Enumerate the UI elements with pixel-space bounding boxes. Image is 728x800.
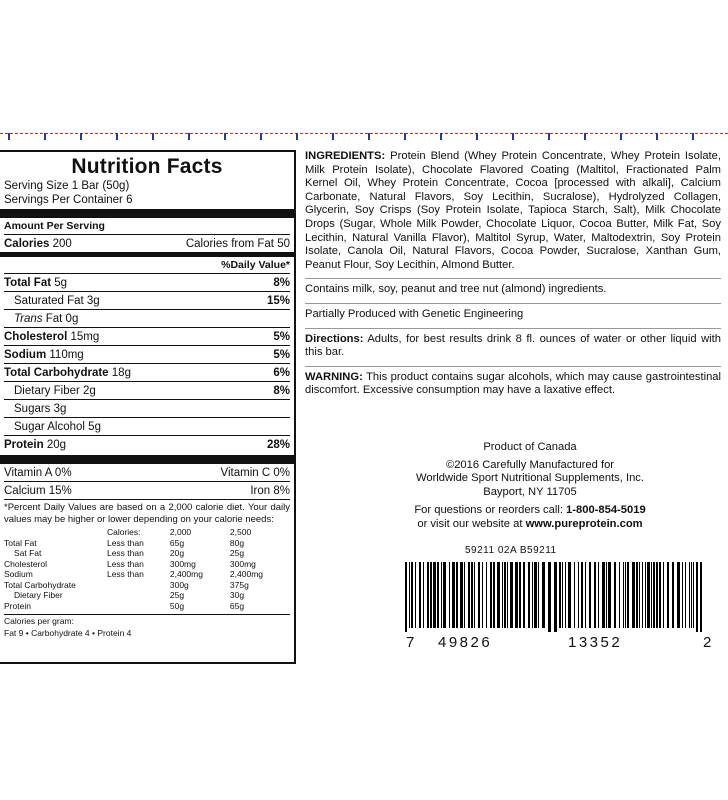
- perforation-tick: [152, 133, 154, 140]
- reference-row: [4, 548, 290, 559]
- barcode-bar: [663, 562, 664, 628]
- barcode-bar: [456, 562, 458, 628]
- barcode-bar: [468, 562, 470, 628]
- perforation-tick: [476, 133, 478, 140]
- reference-cell: [107, 590, 170, 601]
- perforation-tick: [548, 133, 550, 140]
- reference-cell: 300g: [169, 579, 189, 590]
- questions-line: [380, 504, 680, 518]
- barcode-bar: [502, 562, 503, 628]
- nutrient-label: Dietary Fiber 2g: [14, 385, 96, 397]
- reference-cell: 2,400mg: [229, 569, 264, 579]
- barcode-bar: [411, 562, 413, 628]
- reference-cell: 25g: [169, 590, 185, 600]
- barcode-group-2: 13352: [568, 634, 623, 651]
- nutrient-row: [4, 417, 290, 435]
- nutrient-label: Sodium 110mg: [4, 349, 84, 361]
- barcode-bar: [437, 562, 439, 628]
- dv-footnote: *Percent Daily Values are based on a 2,000 calorie diet. Your daily values may be higher or lower depending on your calorie needs:: [4, 499, 290, 526]
- vitamin-a: Vitamin A 0%: [4, 467, 72, 479]
- barcode-bar: [542, 562, 545, 628]
- barcode-bar: [441, 562, 442, 628]
- barcode-bar: [449, 562, 450, 628]
- manufacturer-line-3: Bayport, NY 11705: [483, 486, 577, 498]
- barcode-bar: [585, 562, 586, 628]
- reference-cell: Protein: [4, 600, 31, 611]
- barcode-bar: [493, 562, 495, 628]
- reference-row: [4, 590, 290, 601]
- amount-per-serving: Amount Per Serving: [4, 220, 105, 232]
- website-link: www.pureprotein.com: [525, 518, 643, 530]
- barcode-bar: [415, 562, 416, 628]
- nutrient-label: Total Carbohydrate 18g: [4, 367, 131, 379]
- reference-cell: 300mg: [169, 558, 196, 569]
- website-prefix: or visit our website at: [417, 518, 526, 530]
- questions-prefix: For questions or reorders call:: [414, 504, 567, 516]
- barcode-bar: [598, 562, 599, 628]
- barcode-bar: [482, 562, 483, 628]
- barcode-bar: [559, 562, 561, 628]
- nutrient-dv: 8%: [273, 277, 290, 289]
- warning-text: This product contains sugar alcohols, which may cause gastrointestinal discomfort. Excessive consumption may have a laxative effect.: [305, 370, 721, 397]
- barcode-bar: [562, 562, 563, 628]
- nutrient-label: Sugars 3g: [14, 403, 67, 415]
- product-codes: 59211 02A B59211: [465, 545, 557, 556]
- warning-label: WARNING:: [305, 370, 363, 383]
- nutrient-row: [4, 291, 290, 309]
- barcode-bar: [647, 562, 650, 628]
- reference-cell: Sodium: [4, 569, 33, 579]
- barcode-bar: [430, 562, 432, 628]
- barcode-bar: [653, 562, 655, 628]
- nutrient-dv: 28%: [266, 439, 290, 451]
- barcode-bar: [490, 562, 492, 628]
- barcode-bar: [409, 562, 410, 628]
- serving-size: Serving Size 1 Bar (50g): [4, 180, 130, 192]
- barcode-bar: [532, 562, 533, 628]
- perforation-tick: [116, 133, 118, 140]
- nutrient-label: Sugar Alcohol 5g: [14, 421, 101, 433]
- barcode-bar: [700, 562, 702, 632]
- daily-value-header: %Daily Value*: [221, 259, 290, 271]
- barcode-bar: [639, 562, 640, 628]
- barcode-bar: [548, 562, 551, 632]
- reference-row: [4, 538, 290, 549]
- calories-value: 200: [52, 238, 72, 250]
- barcode-bar: [534, 562, 537, 628]
- reference-cell: 65g: [229, 600, 245, 611]
- barcode-bar: [452, 562, 455, 628]
- barcode-bar: [528, 562, 530, 628]
- ge-statement: Partially Produced with Genetic Engineering: [305, 303, 721, 322]
- reference-cell: 375g: [229, 579, 249, 590]
- perforation-tick: [368, 133, 370, 140]
- thick-divider-2: [0, 455, 294, 464]
- barcode-bar: [619, 562, 620, 628]
- ingredients-text: Protein Blend (Whey Protein Concentrate, Whey Protein Isolate, Milk Protein Isolate), Chocolate Flavored Coating (Maltitol, Fractionated Palm Kernel Oil, Whey Protein Concentrate, Cocoa [processed with alkali], Calcium Carbonate, Natural Flavors, Soy Lecithin, Sucralose), Hydrolyzed Collagen, Glycerin, Soy Crisps (Soy Protein Isolate, Tapioca Starch, Salt), Milk Chocolate Drops (Sugar, Whole Milk Powder, Chocolate Liquor, Cocoa Butter, Milk Fat, Soy Lecithin, Natural Vanilla Flavor), Maltitol Syrup, Water, Maltodextrin, Soy Protein Isolate, Canola Oil, Natural Flavors, Cocoa Powder, Sucralose, Xanthan Gum, Peanut Flour, Soy Lecithin, Almond Butter.: [305, 150, 721, 271]
- reference-row: [4, 569, 290, 580]
- nutrient-label: Trans Fat 0g: [14, 313, 79, 325]
- reference-cell: 50g: [169, 600, 185, 611]
- barcode-bar: [627, 562, 629, 628]
- calories-per-gram: Fat 9 • Carbohydrate 4 • Protein 4: [4, 628, 132, 638]
- nutrient-dv: 15%: [266, 295, 290, 307]
- perforation-tick: [620, 133, 622, 140]
- nutrient-rows: [4, 273, 290, 453]
- nutrient-row: [4, 345, 290, 363]
- reference-cell: Less than: [106, 558, 144, 569]
- manufacturer-line-1: ©2016 Carefully Manufactured for: [445, 459, 615, 471]
- directions-text: Adults, for best results drink 8 fl. ounces of water or other liquid with this bar.: [305, 332, 721, 359]
- calories-row: [4, 234, 290, 252]
- reference-row: [4, 601, 290, 612]
- barcode-bar: [672, 562, 674, 628]
- reference-cell: [4, 527, 107, 538]
- barcode-bar: [659, 562, 661, 628]
- perforation-ticks: [0, 133, 728, 143]
- barcode-bar: [696, 562, 698, 632]
- reference-cell: 300mg: [229, 558, 256, 569]
- nutrition-title: Nutrition Facts: [71, 155, 223, 178]
- barcode-bar: [523, 562, 525, 628]
- nutrient-row: [4, 399, 290, 417]
- perforation-tick: [224, 133, 226, 140]
- barcode-bar: [486, 562, 487, 628]
- perforation-tick: [404, 133, 406, 140]
- reference-cell: 80g: [229, 537, 245, 548]
- barcode-bar: [667, 562, 669, 628]
- perforation-tick: [8, 133, 10, 140]
- perforation-tick: [692, 133, 694, 140]
- barcode-bar: [656, 562, 658, 628]
- nutrient-label: Total Fat 5g: [4, 277, 68, 289]
- barcode-bar: [427, 562, 429, 628]
- barcode-bar: [578, 562, 579, 628]
- barcode-bar: [602, 562, 605, 628]
- barcode-bar: [625, 562, 626, 628]
- barcode-bar: [538, 562, 539, 628]
- website-line: [380, 518, 680, 532]
- reference-cell: 2,400mg: [169, 569, 203, 579]
- barcode-bar: [614, 562, 616, 628]
- reference-cell: Less than: [106, 548, 144, 558]
- barcode-group-1: 49826: [438, 634, 493, 651]
- nutrient-row: [4, 327, 290, 345]
- directions-label: Directions:: [305, 332, 364, 345]
- barcode-bar: [682, 562, 683, 628]
- nutrient-row: [4, 381, 290, 399]
- reference-table: [4, 527, 290, 611]
- nutrient-label: Cholesterol 15mg: [4, 331, 100, 343]
- calories-per-gram-label: Calories per gram:: [4, 614, 290, 627]
- barcode-bar: [515, 562, 518, 628]
- perforation-tick: [296, 133, 298, 140]
- perforation-tick: [584, 133, 586, 140]
- barcode-bar: [565, 562, 566, 628]
- nutrient-dv: 5%: [273, 349, 290, 361]
- barcode-bar: [581, 562, 583, 628]
- reference-cell: 25g: [229, 548, 245, 558]
- ingredients-label: INGREDIENTS:: [305, 150, 386, 162]
- nutrition-facts-panel: [0, 150, 296, 664]
- servings-per-container: Servings Per Container 6: [4, 194, 133, 206]
- barcode-bar: [589, 562, 591, 628]
- manufacturer-line-2: Worldwide Sport Nutritional Supplements, Inc.: [416, 472, 644, 484]
- calories-label: Calories: [4, 238, 50, 250]
- nutrient-row: [4, 309, 290, 327]
- nutrient-dv: 8%: [273, 385, 290, 397]
- ingredients-paragraph: [305, 150, 721, 272]
- perforation-tick: [512, 133, 514, 140]
- allergen-statement: Contains milk, soy, peanut and tree nut (almond) ingredients.: [305, 278, 721, 297]
- nutrient-dv: 6%: [273, 367, 290, 379]
- nutrient-row: [4, 363, 290, 381]
- reference-cell: 65g: [169, 537, 185, 548]
- directions: [305, 328, 721, 360]
- reference-cell: 30g: [229, 590, 245, 600]
- reference-cell: Less than: [106, 569, 144, 579]
- perforation-tick: [440, 133, 442, 140]
- nutrient-label: Protein 20g: [4, 439, 67, 451]
- warning: [305, 366, 721, 398]
- barcode-bar: [433, 562, 436, 628]
- thick-divider: [0, 209, 294, 218]
- reference-cell: [107, 580, 170, 591]
- mineral-row: [4, 481, 290, 499]
- upc-barcode: [403, 562, 703, 632]
- barcode-bar: [423, 562, 424, 628]
- nutrient-label: Saturated Fat 3g: [14, 295, 100, 307]
- barcode-bar: [504, 562, 506, 628]
- reference-cell: Dietary Fiber: [14, 590, 63, 600]
- barcode-bar: [568, 562, 571, 628]
- reference-cell: Sat Fat: [14, 548, 42, 558]
- barcode-bar: [677, 562, 680, 628]
- barcode-bar: [471, 562, 473, 628]
- barcode-bar: [478, 562, 480, 628]
- barcode-bar: [685, 562, 686, 628]
- nutrient-row: [4, 273, 290, 291]
- barcode-digit-left: 7: [406, 634, 417, 651]
- product-origin: Product of Canada: [483, 441, 577, 453]
- perforation-tick: [656, 133, 658, 140]
- reference-cell: Less than: [106, 537, 144, 548]
- barcode-bar: [464, 562, 465, 628]
- barcode-bar: [474, 562, 475, 628]
- barcode-bar: [554, 562, 557, 632]
- barcode-bar: [636, 562, 638, 628]
- calories-from-fat: Calories from Fat 50: [185, 238, 290, 250]
- barcode-bar: [606, 562, 607, 628]
- nutrient-row: [4, 435, 290, 453]
- iron: Iron 8%: [250, 485, 290, 497]
- barcode-bar: [642, 562, 643, 628]
- barcode-bar: [693, 562, 694, 628]
- barcode-bar: [460, 562, 463, 628]
- reference-cell: Total Fat: [4, 537, 37, 548]
- barcode-bar: [608, 562, 611, 628]
- reference-cell: 2,500: [229, 527, 252, 537]
- reference-cell: Cholesterol: [4, 558, 47, 569]
- barcode-bar: [497, 562, 500, 628]
- barcode-bar: [510, 562, 513, 628]
- barcode-bar: [507, 562, 508, 628]
- vitamin-row: [4, 464, 290, 481]
- perforation-tick: [332, 133, 334, 140]
- reference-cell: Total Carbohydrate: [4, 579, 76, 590]
- reference-cell: Calories:: [106, 527, 141, 537]
- reference-row: [4, 527, 290, 538]
- barcode-bar: [594, 562, 596, 628]
- calcium: Calcium 15%: [4, 485, 72, 497]
- reference-cell: 20g: [169, 548, 185, 558]
- barcode-bar: [574, 562, 575, 628]
- barcode-bar: [519, 562, 521, 628]
- barcode-digit-right: 2: [703, 634, 714, 651]
- phone-number: 1-800-854-5019: [566, 504, 646, 516]
- barcode-bar: [645, 562, 646, 628]
- barcode-bar: [689, 562, 690, 628]
- barcode-bar: [405, 562, 407, 632]
- barcode-bar: [651, 562, 652, 628]
- barcode-bar: [419, 562, 421, 628]
- barcode-bar: [443, 562, 446, 628]
- barcode-bar: [691, 562, 692, 628]
- reference-row: [4, 559, 290, 570]
- reference-row: [4, 580, 290, 591]
- reference-cell: [107, 601, 170, 612]
- perforation-tick: [260, 133, 262, 140]
- barcode-bar: [632, 562, 635, 628]
- vitamin-c: Vitamin C 0%: [220, 467, 290, 479]
- ingredients-panel: [305, 150, 721, 404]
- reference-cell: 2,000: [169, 527, 192, 537]
- nutrient-dv: 5%: [273, 331, 290, 343]
- barcode-bar: [623, 562, 624, 628]
- perforation-tick: [80, 133, 82, 140]
- perforation-tick: [188, 133, 190, 140]
- perforation-tick: [44, 133, 46, 140]
